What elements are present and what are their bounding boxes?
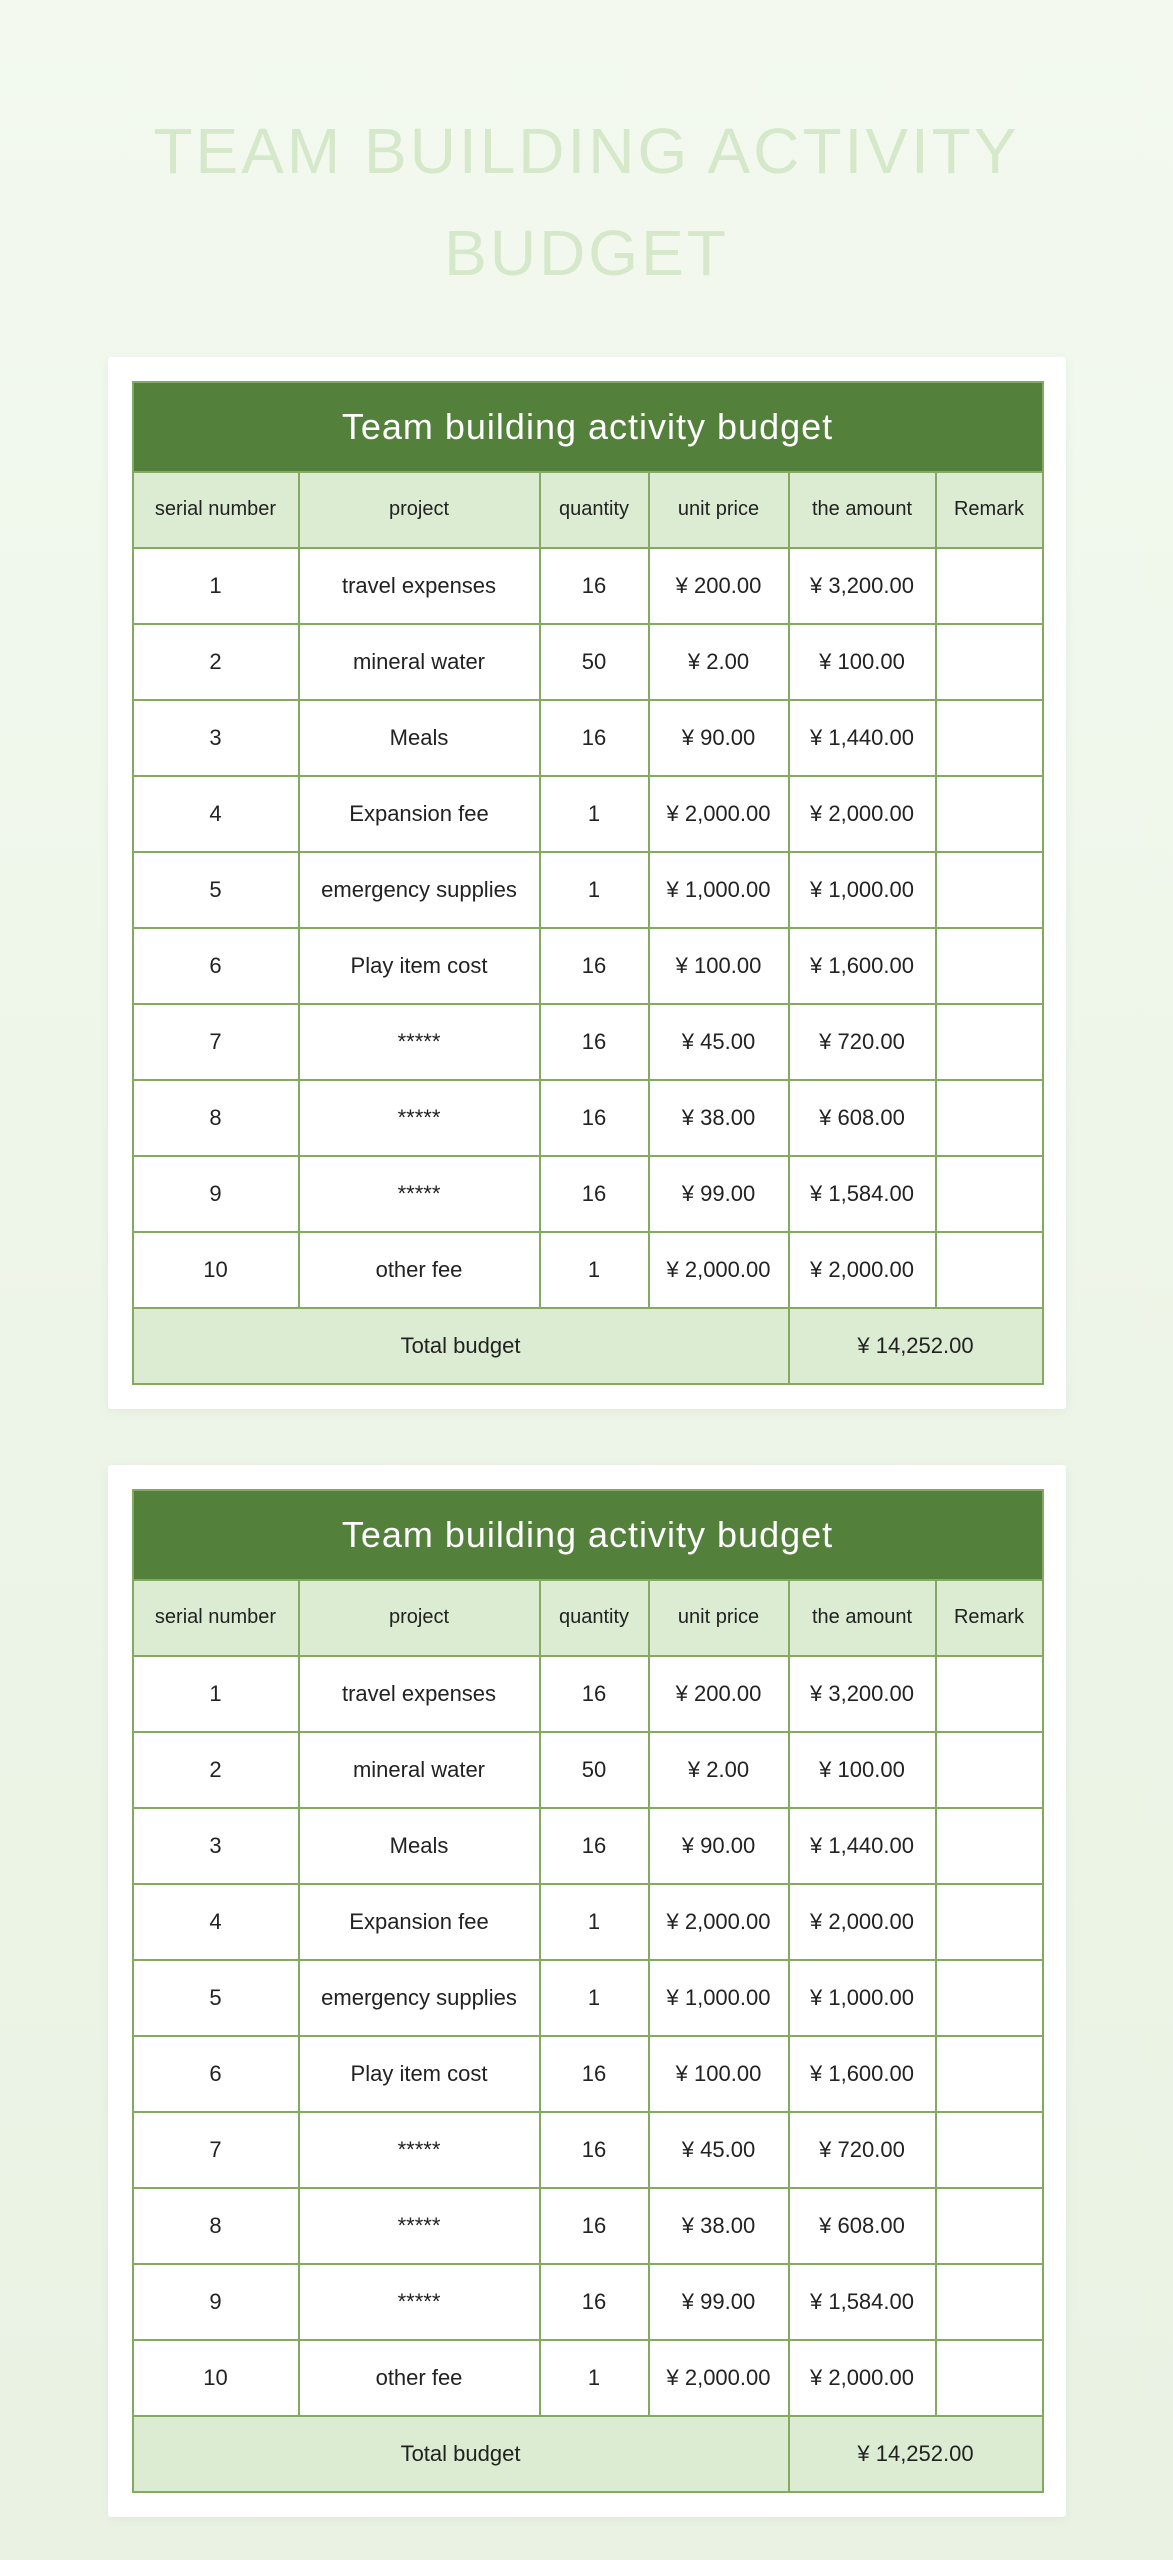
table-cell [936, 776, 1043, 852]
table-cell: ¥ 2,000.00 [649, 1884, 789, 1960]
table-cell [936, 2264, 1043, 2340]
table-cell [936, 700, 1043, 776]
table-cell: 1 [540, 776, 649, 852]
table-cell: ***** [299, 2264, 540, 2340]
table-cell [936, 1656, 1043, 1732]
table-cell: 16 [540, 1004, 649, 1080]
table-cell: 9 [133, 2264, 299, 2340]
table-cell: 16 [540, 1656, 649, 1732]
total-amount: ¥ 14,252.00 [789, 1308, 1043, 1384]
table-cell: mineral water [299, 1732, 540, 1808]
table-cell: 5 [133, 1960, 299, 2036]
table-cell: ¥ 99.00 [649, 1156, 789, 1232]
table-cell: ¥ 1,000.00 [789, 852, 936, 928]
table-row [133, 1004, 1043, 1080]
column-header: the amount [789, 1580, 936, 1656]
table-cell [936, 624, 1043, 700]
budget-table [132, 1489, 1044, 2493]
page-title-line2: BUDGET [444, 217, 729, 290]
table-row [133, 1960, 1043, 2036]
table-cell: 16 [540, 2112, 649, 2188]
table-cell: ***** [299, 1156, 540, 1232]
table-cell [936, 1732, 1043, 1808]
table-row [133, 2264, 1043, 2340]
table-cell: ¥ 1,600.00 [789, 928, 936, 1004]
table-cell: ¥ 100.00 [789, 624, 936, 700]
column-header: project [299, 472, 540, 548]
table-cell: ¥ 608.00 [789, 2188, 936, 2264]
table-cell: ¥ 38.00 [649, 1080, 789, 1156]
table-cell [936, 2036, 1043, 2112]
table-cell: emergency supplies [299, 852, 540, 928]
table-cell: 16 [540, 2264, 649, 2340]
table-cell: 50 [540, 624, 649, 700]
column-header: the amount [789, 472, 936, 548]
column-header: Remark [936, 472, 1043, 548]
table-row [133, 2340, 1043, 2416]
table-cell: ¥ 45.00 [649, 1004, 789, 1080]
table-cell: 50 [540, 1732, 649, 1808]
table-cell: 1 [540, 1884, 649, 1960]
table-cell: ¥ 1,600.00 [789, 2036, 936, 2112]
table-cell: 1 [540, 1960, 649, 2036]
table-cell: 16 [540, 2188, 649, 2264]
table-cell: emergency supplies [299, 1960, 540, 2036]
table-row [133, 2188, 1043, 2264]
table-cell: 2 [133, 624, 299, 700]
table-row [133, 1656, 1043, 1732]
table-cell: ¥ 100.00 [649, 2036, 789, 2112]
table-title-row [133, 382, 1043, 472]
table-cell: ¥ 2.00 [649, 624, 789, 700]
table-row [133, 852, 1043, 928]
table-cell: Meals [299, 700, 540, 776]
table-title: Team building activity budget [133, 1490, 1043, 1580]
table-cell: ¥ 2,000.00 [789, 1884, 936, 1960]
table-cell: other fee [299, 1232, 540, 1308]
table-cell: 6 [133, 2036, 299, 2112]
column-header: serial number [133, 1580, 299, 1656]
table-cell: 1 [540, 2340, 649, 2416]
table-row [133, 1156, 1043, 1232]
column-header: serial number [133, 472, 299, 548]
table-cell: ¥ 720.00 [789, 2112, 936, 2188]
table-cell: 8 [133, 2188, 299, 2264]
table-cell: ¥ 2,000.00 [789, 2340, 936, 2416]
table-cell: ¥ 608.00 [789, 1080, 936, 1156]
table-cell: ¥ 1,000.00 [649, 1960, 789, 2036]
table-cell: ¥ 2,000.00 [789, 1232, 936, 1308]
table-body [133, 1656, 1043, 2416]
table-cell: ¥ 720.00 [789, 1004, 936, 1080]
table-cell: Expansion fee [299, 776, 540, 852]
total-amount: ¥ 14,252.00 [789, 2416, 1043, 2492]
table-cell: 10 [133, 2340, 299, 2416]
table-cell [936, 2112, 1043, 2188]
table-cell: 1 [133, 548, 299, 624]
table-cell [936, 1960, 1043, 2036]
table-cell: ¥ 100.00 [789, 1732, 936, 1808]
budget-card [108, 357, 1066, 1409]
table-cell: ***** [299, 2112, 540, 2188]
table-row [133, 2036, 1043, 2112]
column-header: quantity [540, 1580, 649, 1656]
table-cell: 9 [133, 1156, 299, 1232]
table-cell: ¥ 1,440.00 [789, 700, 936, 776]
table-cell: 16 [540, 928, 649, 1004]
table-cell: 16 [540, 1080, 649, 1156]
table-cell: 7 [133, 2112, 299, 2188]
table-cell [936, 852, 1043, 928]
table-row [133, 1080, 1043, 1156]
table-cell: Play item cost [299, 928, 540, 1004]
table-row [133, 1884, 1043, 1960]
table-cell [936, 928, 1043, 1004]
table-cell: 1 [540, 1232, 649, 1308]
table-row [133, 776, 1043, 852]
table-cell: ¥ 1,000.00 [649, 852, 789, 928]
table-cell: ¥ 2,000.00 [789, 776, 936, 852]
tables-area [0, 357, 1173, 2517]
table-cell [936, 1004, 1043, 1080]
table-cell: Meals [299, 1808, 540, 1884]
table-cell: Expansion fee [299, 1884, 540, 1960]
table-cell: 10 [133, 1232, 299, 1308]
table-cell: ¥ 1,000.00 [789, 1960, 936, 2036]
column-header: Remark [936, 1580, 1043, 1656]
table-cell: 6 [133, 928, 299, 1004]
table-cell: ***** [299, 1080, 540, 1156]
table-title-row [133, 1490, 1043, 1580]
total-label: Total budget [133, 1308, 789, 1384]
table-row [133, 700, 1043, 776]
table-row [133, 1232, 1043, 1308]
table-cell: Play item cost [299, 2036, 540, 2112]
table-cell: ¥ 90.00 [649, 1808, 789, 1884]
budget-table [132, 381, 1044, 1385]
table-cell: ¥ 2,000.00 [649, 776, 789, 852]
total-label: Total budget [133, 2416, 789, 2492]
table-cell: ¥ 1,584.00 [789, 2264, 936, 2340]
table-cell: ¥ 3,200.00 [789, 548, 936, 624]
table-cell: ¥ 90.00 [649, 700, 789, 776]
table-cell: 16 [540, 1156, 649, 1232]
table-cell: 7 [133, 1004, 299, 1080]
table-cell: ¥ 99.00 [649, 2264, 789, 2340]
column-header-row [133, 1580, 1043, 1656]
table-row [133, 548, 1043, 624]
table-cell: 8 [133, 1080, 299, 1156]
table-cell: 1 [540, 852, 649, 928]
table-body [133, 548, 1043, 1308]
table-cell: travel expenses [299, 548, 540, 624]
table-row [133, 928, 1043, 1004]
table-cell: ¥ 2,000.00 [649, 2340, 789, 2416]
table-cell: 16 [540, 2036, 649, 2112]
table-row [133, 624, 1043, 700]
table-cell [936, 1232, 1043, 1308]
total-row [133, 2416, 1043, 2492]
table-cell [936, 1808, 1043, 1884]
table-title: Team building activity budget [133, 382, 1043, 472]
table-cell: ¥ 200.00 [649, 548, 789, 624]
table-cell: travel expenses [299, 1656, 540, 1732]
table-cell: ¥ 100.00 [649, 928, 789, 1004]
table-cell [936, 2340, 1043, 2416]
table-cell: 5 [133, 852, 299, 928]
table-cell: 16 [540, 1808, 649, 1884]
table-cell: ¥ 45.00 [649, 2112, 789, 2188]
table-cell: 16 [540, 700, 649, 776]
table-cell: other fee [299, 2340, 540, 2416]
table-cell: ¥ 200.00 [649, 1656, 789, 1732]
table-cell [936, 1884, 1043, 1960]
table-cell: ¥ 1,440.00 [789, 1808, 936, 1884]
table-cell [936, 1080, 1043, 1156]
page-title [0, 100, 1173, 305]
table-cell: ¥ 2.00 [649, 1732, 789, 1808]
table-cell [936, 2188, 1043, 2264]
column-header: project [299, 1580, 540, 1656]
column-header: unit price [649, 472, 789, 548]
table-cell: ¥ 38.00 [649, 2188, 789, 2264]
table-cell: 16 [540, 548, 649, 624]
table-cell: 3 [133, 1808, 299, 1884]
table-cell: ¥ 1,584.00 [789, 1156, 936, 1232]
table-row [133, 2112, 1043, 2188]
table-cell: ***** [299, 2188, 540, 2264]
table-cell: 3 [133, 700, 299, 776]
page-title-line1: TEAM BUILDING ACTIVITY [153, 115, 1020, 187]
table-cell: 1 [133, 1656, 299, 1732]
table-cell [936, 548, 1043, 624]
table-cell: ***** [299, 1004, 540, 1080]
table-cell: mineral water [299, 624, 540, 700]
column-header: quantity [540, 472, 649, 548]
total-row [133, 1308, 1043, 1384]
table-cell [936, 1156, 1043, 1232]
table-cell: ¥ 2,000.00 [649, 1232, 789, 1308]
table-cell: 4 [133, 1884, 299, 1960]
budget-card [108, 1465, 1066, 2517]
table-cell: 2 [133, 1732, 299, 1808]
column-header-row [133, 472, 1043, 548]
table-cell: ¥ 3,200.00 [789, 1656, 936, 1732]
table-row [133, 1732, 1043, 1808]
table-cell: 4 [133, 776, 299, 852]
table-row [133, 1808, 1043, 1884]
column-header: unit price [649, 1580, 789, 1656]
